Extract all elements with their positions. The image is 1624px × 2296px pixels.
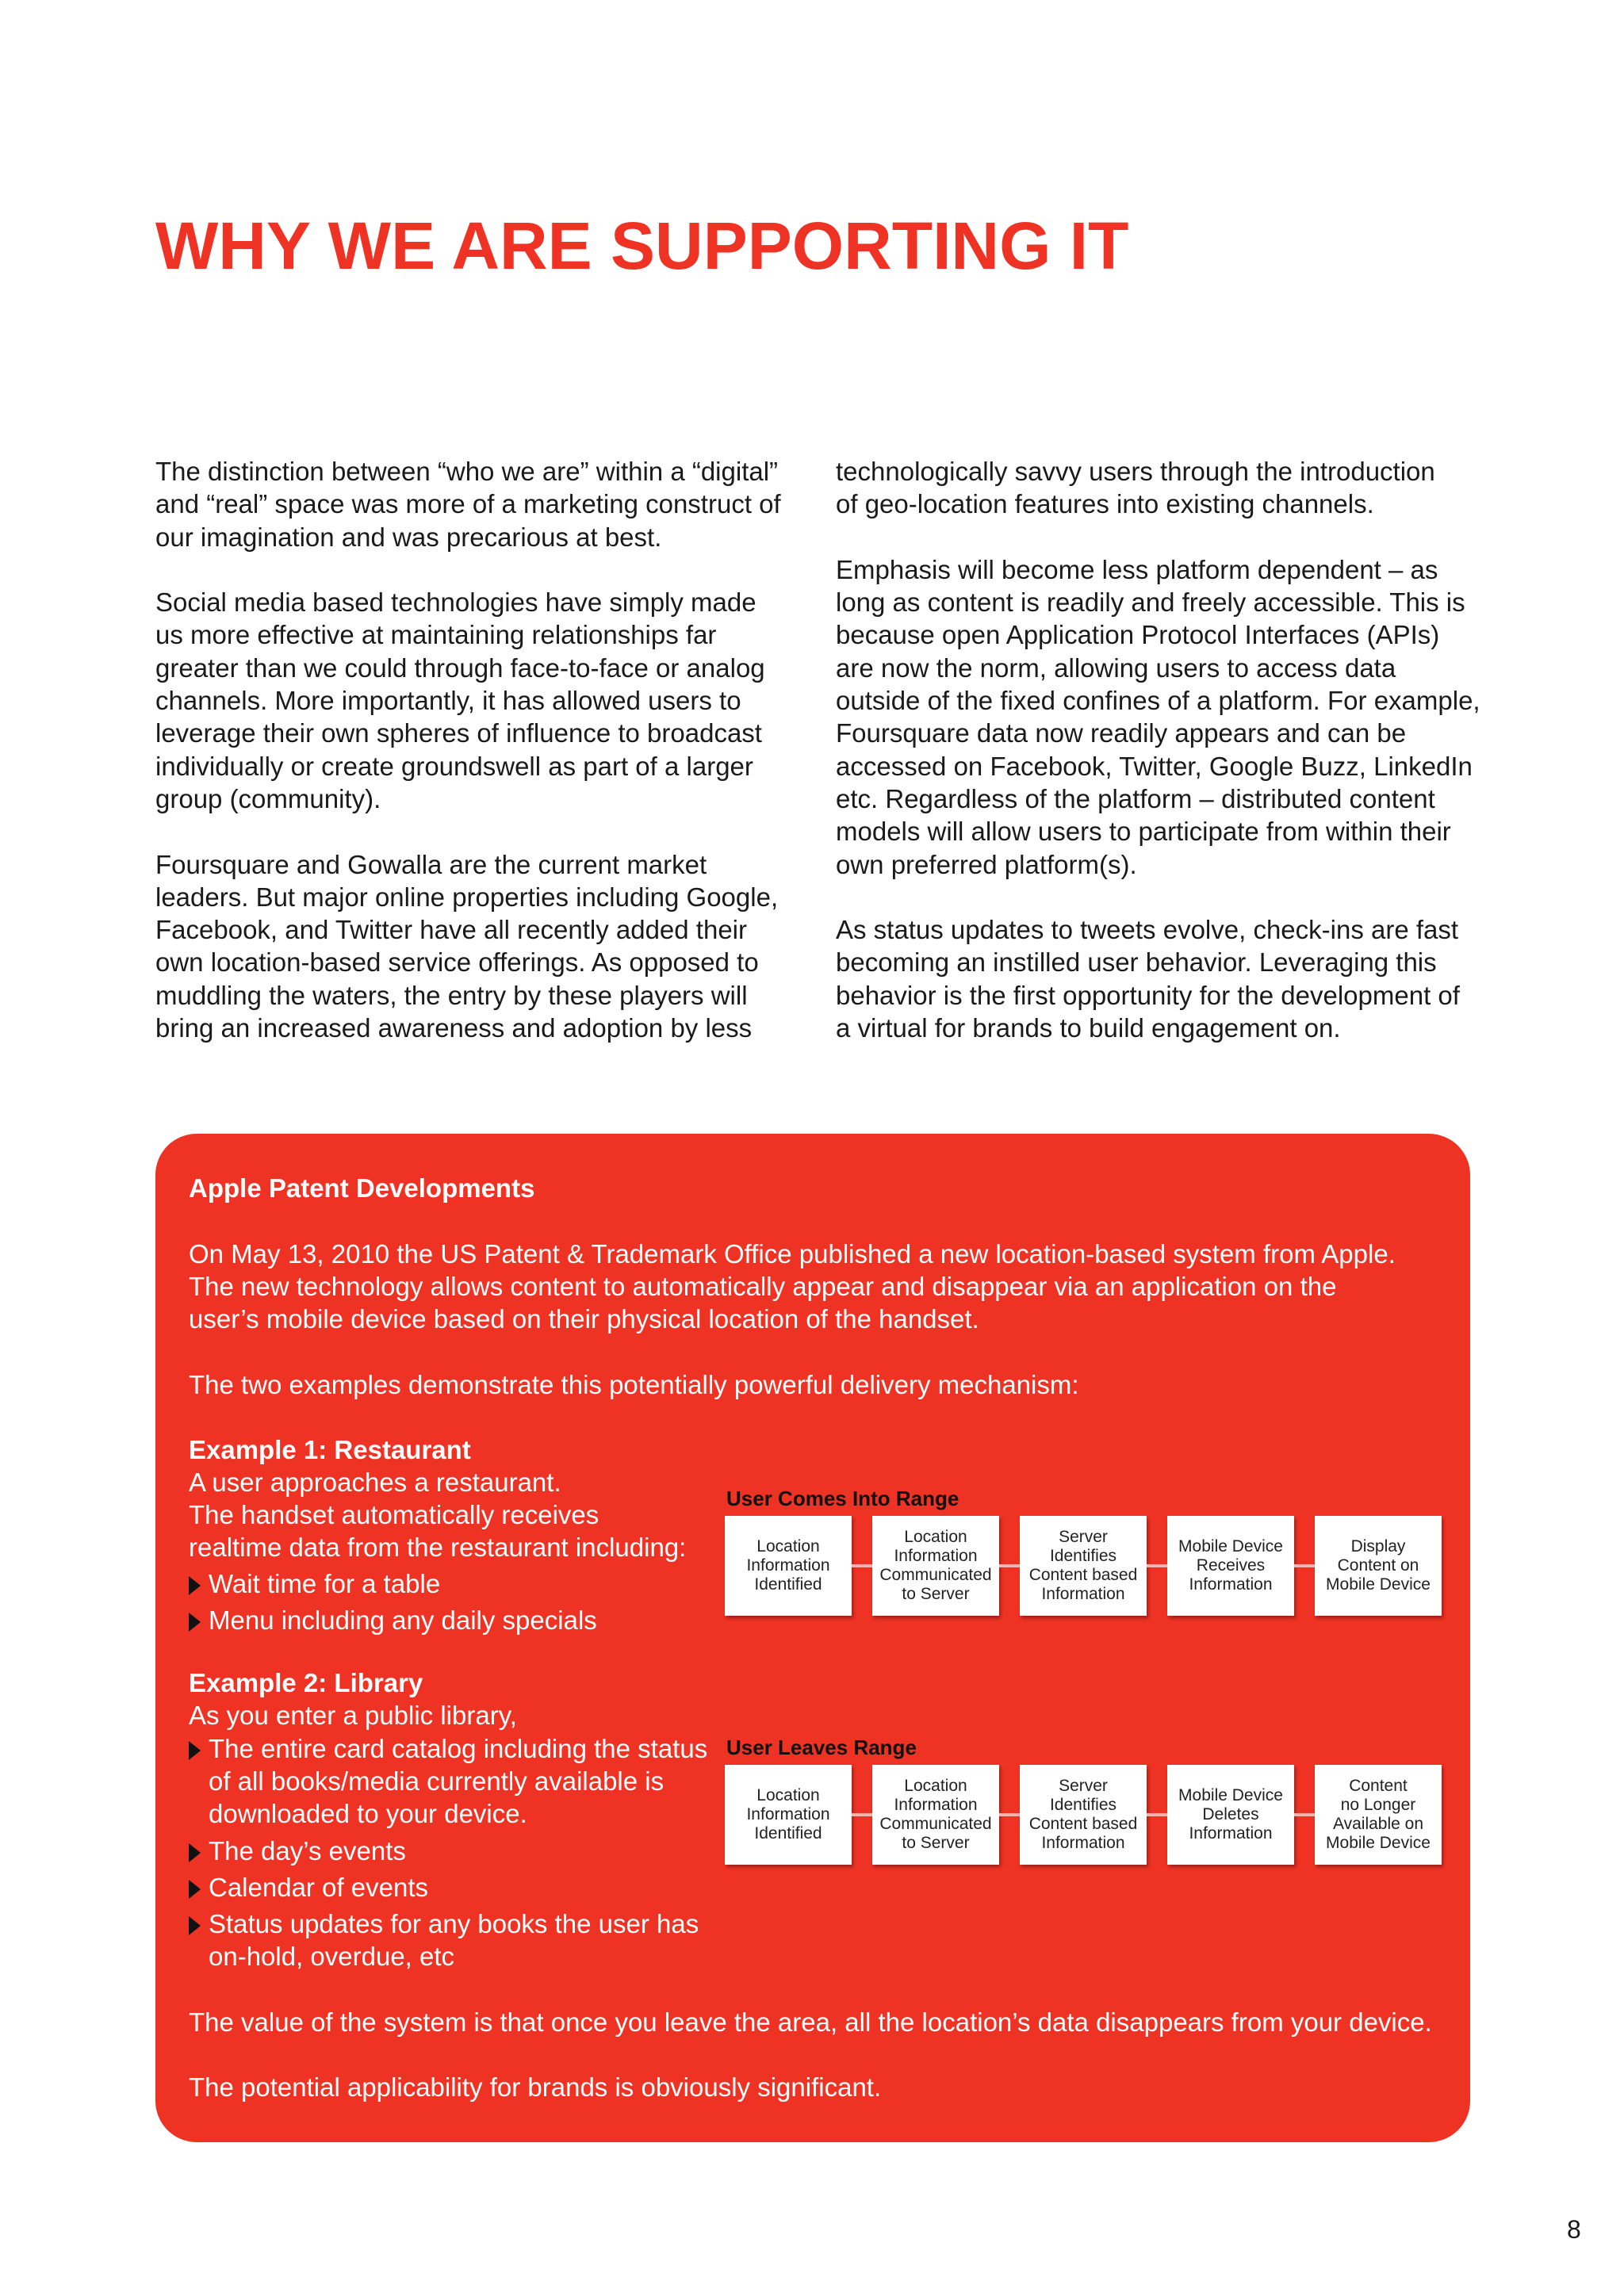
- flow-step-text: Information: [894, 1796, 978, 1814]
- flow-step-text: Identified: [754, 1824, 822, 1843]
- panel-intro-line: The new technology allows content to automatically appear and disappear via an application on the: [189, 1272, 1337, 1301]
- bullet-arrow-icon: [189, 1880, 201, 1899]
- right-column-line: of geo-location features into existing channels.: [836, 489, 1374, 519]
- flow-step-text: Content based: [1028, 1815, 1138, 1833]
- right-column-line: As status updates to tweets evolve, check-ins are fast: [836, 915, 1459, 945]
- flow-step-text: Information: [894, 1547, 978, 1565]
- example1-line: A user approaches a restaurant.: [189, 1468, 561, 1497]
- flow-step-text: Content based: [1028, 1566, 1138, 1584]
- left-column: [155, 455, 798, 1077]
- flow-step-text: Location: [756, 1537, 820, 1556]
- flow-step-text: Mobile Device: [1326, 1834, 1431, 1852]
- bullet-arrow-icon: [189, 1843, 201, 1862]
- left-column-line: bring an increased awareness and adoption by less: [155, 1013, 753, 1043]
- flow-connector: [999, 1813, 1020, 1816]
- right-column-line: Foursquare data now readily appears and can be: [836, 718, 1407, 748]
- left-column-paragraph: [155, 586, 798, 815]
- flow-connector: [1147, 1813, 1167, 1816]
- left-column-line: own location-based service offerings. As opposed to: [155, 947, 759, 978]
- right-column-line: outside of the fixed confines of a platform. For example,: [836, 686, 1480, 716]
- flow-step-text: Identifies: [1049, 1547, 1117, 1565]
- left-column-line: Social media based technologies have simply made: [155, 587, 756, 618]
- flow-step-text: Mobile Device: [1326, 1575, 1431, 1594]
- flow-step-box: [1020, 1765, 1147, 1865]
- flow-step-text: Information: [746, 1556, 830, 1575]
- apple-patent-panel: Apple Patent Developments On May 13, 2010 the US Patent & Trademark Office published a new location-based system from Apple. The new technology allows content to automatically appear and disappear via an application on the user’s mobile device based on their physical location of the handset. The two examples demonstrate this potentially powerful delivery mechanism: Example 1: Restaurant A user approaches a restaurant. The handset automatically receives realtime data from the restaurant including: Wait time for a table Menu including any daily specials Example 2: Library As you enter a public library, The entire card catalog including the status of all books/media currently available is downloaded to your device. The day’s events Calendar of events Status updates for any books the user has on-hold, overdue, etc The value of the system is that once you leave the area, all the location’s data disappears from your device. The potential applicability for brands is obviously significant. User Comes Into Range User Leaves Range Location Information Identified Location Information Communicated to Server Server Identifies Content based Information Mobile Device Receives Information Display Content on Mobile Device Location Information Identified Location Information Communicated to Server Server Identifies Content based Information Mobile Device Deletes Information Content no Longer Available on Mobile Device: [155, 1134, 1470, 2142]
- flow-step-text: Content: [1349, 1777, 1408, 1795]
- left-column-line: leverage their own spheres of influence to broadcast: [155, 718, 762, 748]
- flow-step-text: Server: [1059, 1777, 1108, 1795]
- bullet-arrow-icon: [189, 1916, 201, 1935]
- example2-line: As you enter a public library,: [189, 1701, 517, 1730]
- right-column-line: etc. Regardless of the platform – distributed content: [836, 783, 1435, 813]
- left-column-line: The distinction between “who we are” within a “digital”: [155, 457, 779, 486]
- flow-step-text: to Server: [902, 1585, 970, 1603]
- flow-connector: [1294, 1564, 1315, 1567]
- right-column-line: accessed on Facebook, Twitter, Google Buzz, LinkedIn: [836, 751, 1473, 781]
- right-column-line: technologically savvy users through the introduction: [836, 457, 1435, 486]
- panel-intro-line: On May 13, 2010 the US Patent & Trademark Office published a new location-based system from Apple.: [189, 1239, 1396, 1269]
- left-column-line: greater than we could through face-to-face or analog: [155, 652, 765, 683]
- left-column-line: muddling the waters, the entry by these players will: [155, 980, 748, 1010]
- example2-bullet-cont: of all books/media currently available is: [209, 1766, 665, 1796]
- right-column-line: long as content is readily and freely accessible. This is: [836, 587, 1465, 618]
- flow-connector: [852, 1564, 872, 1567]
- panel-intro-line: user’s mobile device based on their physical location of the handset.: [189, 1304, 979, 1334]
- flow-step-text: Server: [1059, 1528, 1108, 1546]
- flow-step-box: [1315, 1516, 1442, 1616]
- flow-step-text: Location: [904, 1528, 967, 1546]
- example1-heading: Example 1: Restaurant: [189, 1435, 471, 1464]
- flow-connector: [1147, 1564, 1167, 1567]
- flow-in-label: User Comes Into Range: [726, 1487, 959, 1510]
- flow-step-box: [1315, 1765, 1442, 1865]
- flow-step-text: Content on: [1337, 1556, 1419, 1575]
- flow-step-text: no Longer: [1340, 1796, 1416, 1814]
- panel-heading: Apple Patent Developments: [189, 1173, 535, 1203]
- page-number: 8: [1567, 2215, 1581, 2244]
- flow-step-text: Deletes: [1202, 1805, 1259, 1823]
- flow-step-box: [725, 1765, 852, 1865]
- bullet-arrow-icon: [189, 1613, 201, 1632]
- right-column-line: are now the norm, allowing users to access data: [836, 652, 1396, 683]
- left-column-paragraph: [155, 848, 798, 1045]
- flow-step-text: Communicated: [879, 1815, 992, 1833]
- flow-step-box: [725, 1516, 852, 1616]
- example1-line: The handset automatically receives: [189, 1500, 599, 1529]
- right-column-line: becoming an instilled user behavior. Leveraging this: [836, 947, 1437, 978]
- flow-step-text: Identifies: [1049, 1796, 1117, 1814]
- flow-step-text: to Server: [902, 1834, 970, 1852]
- flow-step-text: Communicated: [879, 1566, 992, 1584]
- example2-bullet-cont: downloaded to your device.: [209, 1799, 527, 1828]
- left-column-line: leaders. But major online properties including Google,: [155, 882, 779, 912]
- flow-step-text: Mobile Device: [1178, 1786, 1283, 1804]
- flow-step-text: Available on: [1332, 1815, 1424, 1833]
- flow-connector: [1294, 1813, 1315, 1816]
- flow-connector: [852, 1813, 872, 1816]
- flow-step-box: [1167, 1765, 1294, 1865]
- bullet-arrow-icon: [189, 1741, 201, 1760]
- left-column-line: group (community).: [155, 783, 381, 813]
- example1-line: realtime data from the restaurant including:: [189, 1533, 687, 1562]
- left-column-line: Facebook, and Twitter have all recently added their: [155, 915, 747, 945]
- left-column-line: our imagination and was precarious at best.: [155, 522, 662, 552]
- left-column-line: individually or create groundswell as part of a larger: [155, 751, 753, 781]
- left-column-paragraph: [155, 455, 798, 553]
- flow-step-text: Identified: [754, 1575, 822, 1594]
- flow-step-text: Location: [756, 1786, 820, 1804]
- left-column-line: us more effective at maintaining relationships far: [155, 620, 717, 650]
- right-column: [836, 455, 1486, 1077]
- page-title: WHY WE ARE SUPPORTING IT: [155, 209, 1129, 283]
- flow-step-box: [1167, 1516, 1294, 1616]
- right-column-line: Emphasis will become less platform dependent – as: [836, 554, 1438, 584]
- right-column-paragraph: [836, 455, 1486, 521]
- right-column-paragraph: [836, 913, 1486, 1044]
- right-column-line: own preferred platform(s).: [836, 849, 1137, 879]
- flow-connector: [999, 1564, 1020, 1567]
- flow-step-text: Information: [746, 1805, 830, 1823]
- flow-out-label: User Leaves Range: [726, 1735, 917, 1759]
- flow-step-text: Location: [904, 1777, 967, 1795]
- left-column-line: channels. More importantly, it has allowed users to: [155, 686, 741, 716]
- left-column-line: and “real” space was more of a marketing construct of: [155, 489, 781, 519]
- right-column-line: because open Application Protocol Interfaces (APIs): [836, 620, 1440, 650]
- right-column-paragraph: [836, 553, 1486, 881]
- right-column-line: models will allow users to participate from within their: [836, 817, 1451, 847]
- bullet-arrow-icon: [189, 1576, 201, 1595]
- examples-intro: The two examples demonstrate this potentially powerful delivery mechanism:: [189, 1370, 1079, 1399]
- right-column-line: behavior is the first opportunity for the development of: [836, 980, 1460, 1010]
- flow-step-text: Display: [1350, 1537, 1406, 1556]
- left-column-line: Foursquare and Gowalla are the current market: [155, 849, 707, 879]
- flow-step-box: [872, 1765, 999, 1865]
- flow-step-text: Information: [1189, 1824, 1273, 1843]
- flow-step-text: Information: [1041, 1834, 1125, 1852]
- example2-bullet-cont: on-hold, overdue, etc: [209, 1942, 455, 1971]
- right-column-line: a virtual for brands to build engagement on.: [836, 1013, 1341, 1043]
- closing-line: The potential applicability for brands is obviously significant.: [189, 2072, 882, 2102]
- flow-step-text: Mobile Device: [1178, 1537, 1283, 1556]
- flow-step-text: Receives: [1196, 1556, 1266, 1575]
- example2-heading: Example 2: Library: [189, 1668, 423, 1697]
- flow-step-text: Information: [1189, 1575, 1273, 1594]
- flow-step-box: [1020, 1516, 1147, 1616]
- flow-step-box: [872, 1516, 999, 1616]
- closing-line: The value of the system is that once you leave the area, all the location’s data disappears from your device.: [189, 2007, 1432, 2037]
- flow-step-text: Information: [1041, 1585, 1125, 1603]
